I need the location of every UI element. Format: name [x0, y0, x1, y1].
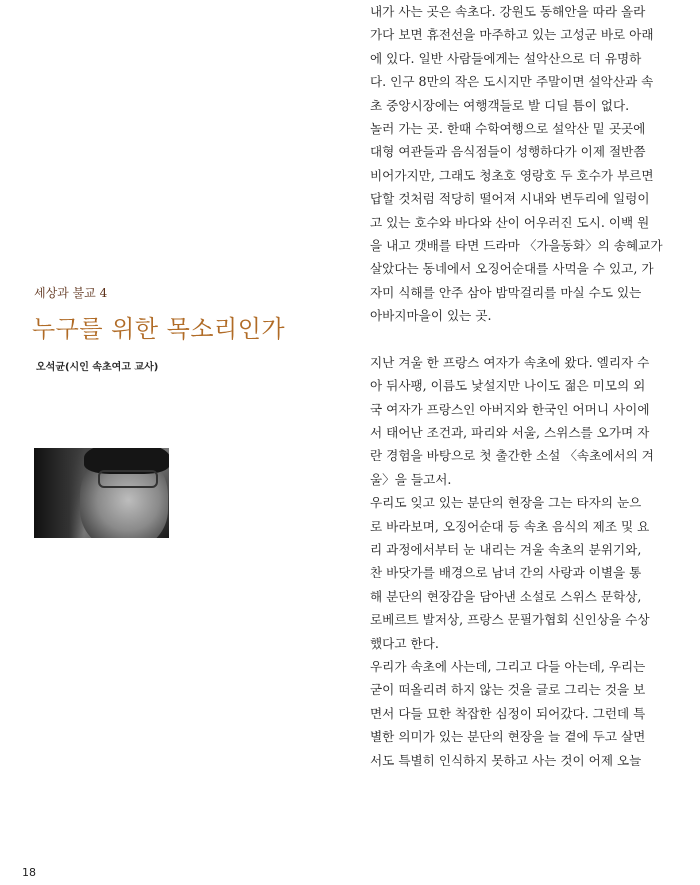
body-line: 별한 의미가 있는 분단의 현장을 늘 곁에 두고 살면: [370, 729, 646, 745]
body-line: 굳이 떠올리려 하지 않는 것을 글로 그리는 것을 보: [370, 682, 646, 698]
body-line: 내가 사는 곳은 속초다. 강원도 동해안을 따라 올라: [370, 4, 646, 19]
body-line: 다. 인구 8만의 작은 도시지만 주말이면 설악산과 속: [370, 74, 654, 90]
body-line: 울〉을 들고서.: [370, 471, 452, 487]
body-line: 란 경험을 바탕으로 첫 출간한 소설 〈속초에서의 겨: [370, 448, 654, 464]
article-body: [370, 0, 668, 772]
body-line: 우리도 잊고 있는 분단의 현장을 그는 타자의 눈으: [370, 495, 642, 511]
body-line: 서도 특별히 인식하지 못하고 사는 것이 어제 오늘: [370, 752, 642, 768]
body-line: 대형 여관들과 음식점들이 성행하다가 이제 절반쯤: [370, 144, 646, 160]
body-line: 가다 보면 휴전선을 마주하고 있는 고성군 바로 아래: [370, 27, 654, 43]
body-line: 아 뒤사팽, 이름도 낯설지만 나이도 젊은 미모의 외: [370, 378, 646, 394]
author-byline: 오석균(시인 속초여고 교사): [36, 362, 159, 373]
author-photo: [34, 448, 169, 538]
body-line: 답할 것처럼 적당히 떨어져 시내와 변두리에 일렁이: [370, 191, 650, 207]
body-line: 놀러 가는 곳. 한때 수학여행으로 설악산 밑 곳곳에: [370, 120, 646, 136]
body-line: 아바지마을이 있는 곳.: [370, 308, 492, 324]
body-line: 해 분단의 현장감을 담아낸 소설로 스위스 문학상,: [370, 588, 642, 604]
body-line: 을 내고 갯배를 타면 드라마 〈가을동화〉의 송혜교가: [370, 237, 663, 253]
body-line: 면서 다들 묘한 착잡한 심정이 되어갔다. 그런데 특: [370, 705, 646, 721]
page-number: 18: [22, 866, 36, 879]
body-line: 찬 바닷가를 배경으로 남녀 간의 사랑과 이별을 통: [370, 565, 642, 581]
body-line: 살았다는 동네에서 오징어순대를 사먹을 수 있고, 가: [370, 261, 654, 277]
body-line: 초 중앙시장에는 여행객들로 발 디딜 틈이 없다.: [370, 97, 630, 113]
series-label: 세상과 불교 4: [34, 286, 108, 300]
body-line: 로베르트 발저상, 프랑스 문필가협회 신인상을 수상: [370, 612, 650, 628]
body-line: 리 과정에서부터 눈 내리는 겨울 속초의 분위기와,: [370, 541, 642, 557]
body-line: 자미 식해를 안주 삼아 밤막걸리를 마실 수도 있는: [370, 284, 642, 300]
body-line: 비어가지만, 그래도 청초호 영랑호 두 호수가 부르면: [370, 167, 654, 183]
body-line: 지난 겨울 한 프랑스 여자가 속초에 왔다. 엘리자 수: [370, 354, 650, 370]
body-line: 했다고 한다.: [370, 635, 439, 651]
paragraph-gap: [370, 327, 668, 350]
body-line: 서 태어난 조건과, 파리와 서울, 스위스를 오가며 자: [370, 425, 650, 441]
body-line: 국 여자가 프랑스인 아버지와 한국인 어머니 사이에: [370, 401, 650, 417]
body-line: 에 있다. 일반 사람들에게는 설악산으로 더 유명하: [370, 50, 642, 66]
body-line: 우리가 속초에 사는데, 그리고 다들 아는데, 우리는: [370, 658, 646, 674]
body-line: 로 바라보며, 오징어순대 등 속초 음식의 제조 및 요: [370, 518, 650, 534]
article-title: 누구를 위한 목소리인가: [32, 315, 286, 343]
body-line: 고 있는 호수와 바다와 산이 어우러진 도시. 이백 원: [370, 214, 650, 230]
